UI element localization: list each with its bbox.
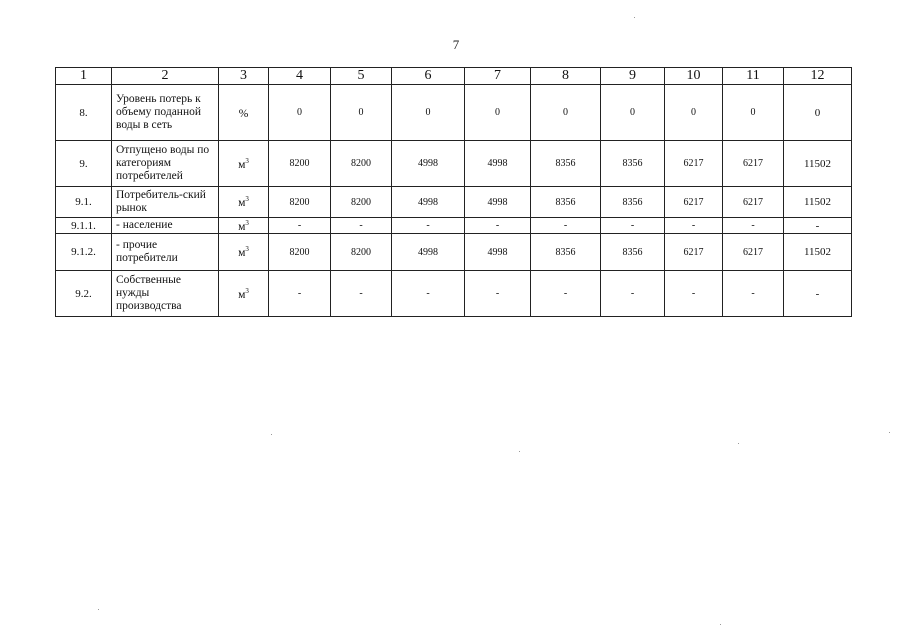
scan-speck — [738, 443, 739, 444]
row-indicator: Собственные нужды производства — [112, 271, 219, 317]
table-cell: 8356 — [601, 141, 665, 187]
scan-speck — [98, 609, 99, 610]
table-cell: 6217 — [723, 234, 784, 271]
scan-speck — [271, 434, 272, 435]
table-cell: 8356 — [531, 234, 601, 271]
scan-speck — [720, 624, 721, 625]
column-header: 7 — [465, 68, 531, 85]
row-number: 9.1.1. — [56, 218, 112, 234]
table-cell: 4998 — [465, 187, 531, 218]
table-cell: 11502 — [784, 187, 852, 218]
table-cell: 4998 — [392, 234, 465, 271]
page-number: 7 — [452, 37, 460, 52]
table-cell: - — [601, 271, 665, 317]
table-cell: 11502 — [784, 141, 852, 187]
table-row — [56, 187, 852, 218]
table-cell: 0 — [531, 85, 601, 141]
table-cell: - — [723, 271, 784, 317]
table-cell: 6217 — [723, 141, 784, 187]
row-unit — [219, 85, 269, 141]
row-unit — [219, 141, 269, 187]
column-header: 10 — [665, 68, 723, 85]
table-cell: - — [601, 218, 665, 234]
table-cell: 6217 — [665, 187, 723, 218]
column-header: 11 — [723, 68, 784, 85]
table-cell: 8200 — [331, 141, 392, 187]
scan-speck — [519, 451, 520, 452]
table-row — [56, 234, 852, 271]
data-table — [55, 67, 852, 317]
column-header: 12 — [784, 68, 852, 85]
table-cell: 8200 — [269, 187, 331, 218]
row-indicator: - прочие потребители — [112, 234, 219, 271]
table-row — [56, 218, 852, 234]
table-cell: - — [331, 271, 392, 317]
table-cell: 0 — [665, 85, 723, 141]
table-cell: 8356 — [601, 234, 665, 271]
table-cell: - — [531, 271, 601, 317]
table-cell: 6217 — [665, 234, 723, 271]
unit-text: м — [238, 158, 246, 171]
table-cell: - — [392, 271, 465, 317]
column-header: 9 — [601, 68, 665, 85]
row-unit — [219, 234, 269, 271]
row-number: 8. — [56, 85, 112, 141]
row-indicator: Потребитель-ский рынок — [112, 187, 219, 218]
table-cell: 4998 — [392, 141, 465, 187]
scan-speck — [634, 17, 635, 18]
table-cell: - — [331, 218, 392, 234]
table-row — [56, 85, 852, 141]
table-cell: 11502 — [784, 234, 852, 271]
row-number: 9.2. — [56, 271, 112, 317]
table-cell: 0 — [392, 85, 465, 141]
row-indicator: Уровень потерь к объему поданной воды в сеть — [112, 85, 219, 141]
table-cell: 8200 — [331, 234, 392, 271]
table-cell: - — [665, 271, 723, 317]
column-header: 4 — [269, 68, 331, 85]
table-cell: 6217 — [665, 141, 723, 187]
column-header: 6 — [392, 68, 465, 85]
scan-speck — [889, 432, 890, 433]
row-unit — [219, 218, 269, 234]
row-number: 9. — [56, 141, 112, 187]
table-cell: - — [531, 218, 601, 234]
column-header: 2 — [112, 68, 219, 85]
row-number: 9.1. — [56, 187, 112, 218]
table-cell: - — [269, 218, 331, 234]
row-number: 9.1.2. — [56, 234, 112, 271]
table-cell: 8356 — [531, 187, 601, 218]
row-indicator: - население — [112, 218, 219, 234]
table-row — [56, 271, 852, 317]
row-indicator: Отпущено воды по категориям потребителей — [112, 141, 219, 187]
column-header: 1 — [56, 68, 112, 85]
table-cell: 4998 — [465, 141, 531, 187]
column-header: 3 — [219, 68, 269, 85]
table-cell: 4998 — [392, 187, 465, 218]
table-cell: - — [465, 271, 531, 317]
table-cell: - — [784, 218, 852, 234]
unit-text: м — [238, 288, 246, 301]
unit-exponent: 3 — [245, 245, 249, 254]
column-header: 8 — [531, 68, 601, 85]
table-cell: 6217 — [723, 187, 784, 218]
table-cell: 8356 — [601, 187, 665, 218]
table-cell: 4998 — [465, 234, 531, 271]
unit-exponent: 3 — [245, 195, 249, 204]
table-cell: 0 — [269, 85, 331, 141]
unit-text: м — [238, 246, 246, 259]
table-cell: 8200 — [269, 234, 331, 271]
table-cell: - — [392, 218, 465, 234]
table-cell: 8356 — [531, 141, 601, 187]
row-unit — [219, 187, 269, 218]
table-header-row — [56, 68, 852, 85]
unit-text: м — [238, 220, 246, 233]
table-cell: 0 — [601, 85, 665, 141]
column-header: 5 — [331, 68, 392, 85]
table-cell: 0 — [784, 85, 852, 141]
table-cell: - — [723, 218, 784, 234]
table-cell: - — [784, 271, 852, 317]
table-cell: 0 — [723, 85, 784, 141]
unit-text: м — [238, 196, 246, 209]
table-cell: 0 — [331, 85, 392, 141]
table-cell: - — [269, 271, 331, 317]
table-row — [56, 141, 852, 187]
table-cell: 0 — [465, 85, 531, 141]
unit-text: % — [238, 107, 249, 120]
table-cell: - — [465, 218, 531, 234]
unit-exponent: 3 — [245, 286, 249, 295]
unit-exponent: 3 — [245, 218, 249, 227]
table-cell: - — [665, 218, 723, 234]
table-cell: 8200 — [269, 141, 331, 187]
unit-exponent: 3 — [245, 156, 249, 165]
row-unit — [219, 271, 269, 317]
table-cell: 8200 — [331, 187, 392, 218]
